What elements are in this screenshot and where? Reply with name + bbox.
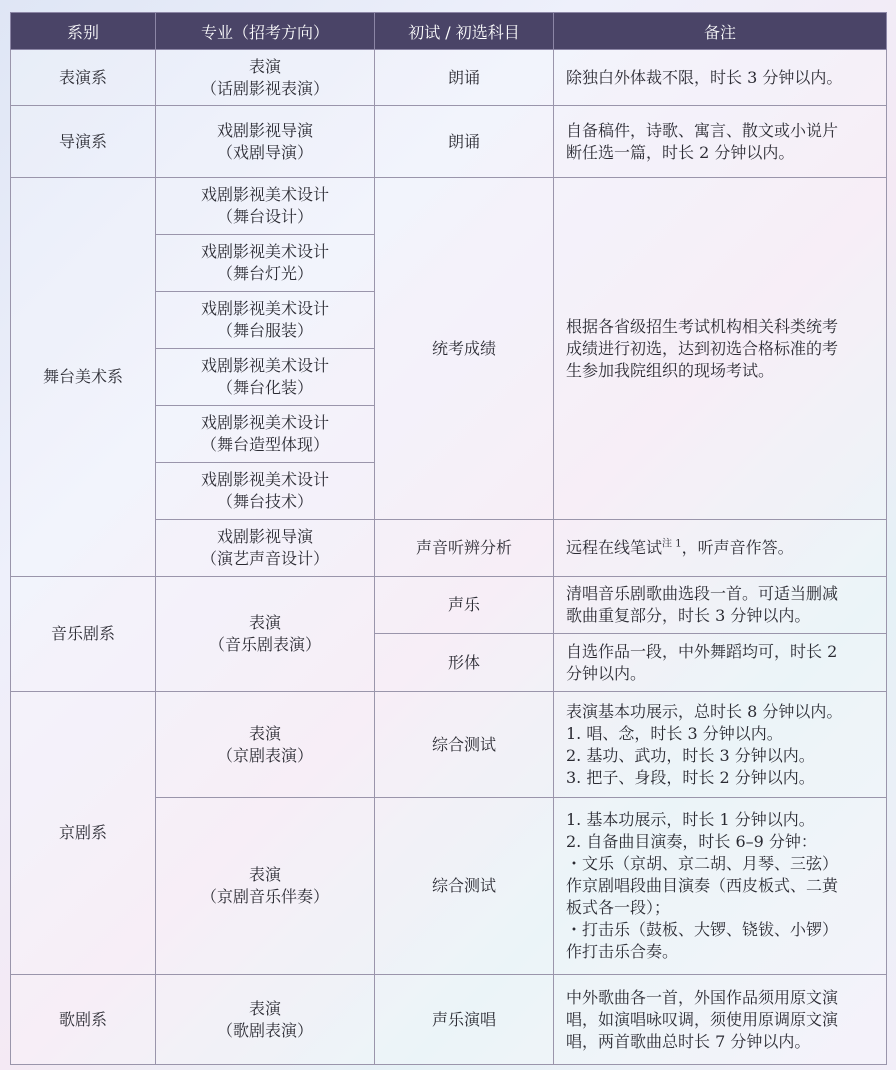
table-row	[11, 692, 887, 798]
major-cell: 戏剧影视美术设计 （舞台服装）	[156, 292, 375, 349]
major-cell: 戏剧影视美术设计 （舞台设计）	[156, 178, 375, 235]
major-cell: 戏剧影视美术设计 （舞台灯光）	[156, 235, 375, 292]
table-row	[11, 577, 887, 634]
dept-cell: 音乐剧系	[11, 577, 156, 692]
note-cell: 清唱音乐剧歌曲选段一首。可适当删减 歌曲重复部分，时长 3 分钟以内。	[554, 577, 887, 634]
table-row	[11, 50, 887, 106]
header-row	[11, 13, 887, 50]
header-note: 备注	[554, 13, 887, 50]
note-cell: 除独白外体裁不限，时长 3 分钟以内。	[554, 50, 887, 106]
major-cell: 戏剧影视美术设计 （舞台技术）	[156, 463, 375, 520]
table-row	[11, 178, 887, 235]
note-cell: 自选作品一段，中外舞蹈均可，时长 2 分钟以内。	[554, 634, 887, 692]
subject-cell: 统考成绩	[375, 178, 554, 520]
dept-cell: 导演系	[11, 106, 156, 178]
note-cell: 自备稿件，诗歌、寓言、散文或小说片 断任选一篇，时长 2 分钟以内。	[554, 106, 887, 178]
note-cell: 1. 基本功展示，时长 1 分钟以内。 2. 自备曲目演奏，时长 6–9 分钟： ・文乐（京胡、京二胡、月琴、三弦） 作京剧唱段曲目演奏（西皮板式、二黄 板式各一段）； ・打击乐（鼓板、大锣、铙钹、小锣） 作打击乐合奏。	[554, 798, 887, 975]
note-cell: 远程在线笔试$^{注 1}$，听声音作答。	[554, 520, 887, 577]
table-row	[11, 975, 887, 1065]
subject-cell: 声乐演唱	[375, 975, 554, 1065]
table-row	[11, 106, 887, 178]
header-dept: 系别	[11, 13, 156, 50]
major-cell: 表演 （京剧音乐伴奏）	[156, 798, 375, 975]
major-cell: 表演 （京剧表演）	[156, 692, 375, 798]
subject-cell: 朗诵	[375, 106, 554, 178]
header-major: 专业（招考方向）	[156, 13, 375, 50]
major-cell: 戏剧影视导演 （演艺声音设计）	[156, 520, 375, 577]
major-cell: 表演 （话剧影视表演）	[156, 50, 375, 106]
exam-subjects-table	[10, 12, 887, 1065]
dept-cell: 歌剧系	[11, 975, 156, 1065]
dept-cell: 表演系	[11, 50, 156, 106]
subject-cell: 声音听辨分析	[375, 520, 554, 577]
major-cell: 戏剧影视美术设计 （舞台化装）	[156, 349, 375, 406]
dept-cell: 京剧系	[11, 692, 156, 975]
header-subject: 初试 / 初选科目	[375, 13, 554, 50]
major-cell: 表演 （音乐剧表演）	[156, 577, 375, 692]
dept-cell: 舞台美术系	[11, 178, 156, 577]
major-cell: 戏剧影视导演 （戏剧导演）	[156, 106, 375, 178]
subject-cell: 形体	[375, 634, 554, 692]
subject-cell: 综合测试	[375, 798, 554, 975]
major-cell: 戏剧影视美术设计 （舞台造型体现）	[156, 406, 375, 463]
footnote-marker: 注 1	[662, 538, 682, 550]
note-cell: 中外歌曲各一首，外国作品须用原文演 唱，如演唱咏叹调，须使用原调原文演 唱，两首歌曲总时长 7 分钟以内。	[554, 975, 887, 1065]
note-cell: 根据各省级招生考试机构相关科类统考 成绩进行初选，达到初选合格标准的考 生参加我院组织的现场考试。	[554, 178, 887, 520]
note-cell: 表演基本功展示，总时长 8 分钟以内。 1. 唱、念，时长 3 分钟以内。 2. 基功、武功，时长 3 分钟以内。 3. 把子、身段，时长 2 分钟以内。	[554, 692, 887, 798]
subject-cell: 声乐	[375, 577, 554, 634]
subject-cell: 综合测试	[375, 692, 554, 798]
major-cell: 表演 （歌剧表演）	[156, 975, 375, 1065]
subject-cell: 朗诵	[375, 50, 554, 106]
